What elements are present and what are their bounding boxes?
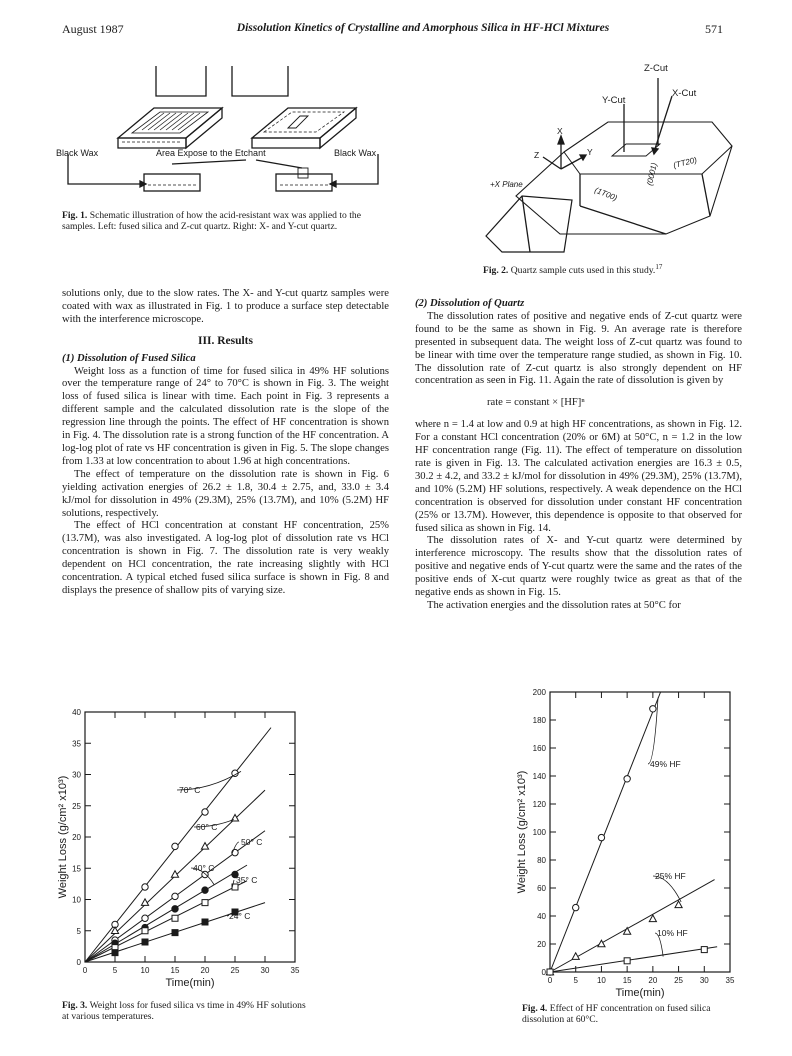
x-tick-label: 15 (170, 966, 180, 975)
rate-equation: rate = constant × [HF]ⁿ (487, 397, 585, 409)
fig2-caption (483, 262, 743, 277)
x-tick-label: 0 (82, 966, 88, 975)
data-point (573, 904, 579, 910)
series-label: 49% HF (650, 759, 681, 769)
data-point (172, 930, 178, 936)
fig1-diagram (56, 56, 386, 201)
fig2-z-cut-label: Z-Cut (644, 63, 668, 74)
x-tick-label: 10 (140, 966, 150, 975)
y-tick-label: 120 (532, 800, 546, 809)
fig3-caption-num: Fig. 3. (62, 1000, 88, 1011)
x-tick-label: 20 (200, 966, 210, 975)
fig2-axis-z-label: Z (534, 150, 540, 160)
data-point (142, 884, 148, 890)
fig4-caption (522, 1003, 744, 1026)
right-column (415, 298, 742, 613)
x-axis-label: Time(min) (615, 987, 665, 999)
fig2-x-cut-label: X-Cut (672, 88, 697, 99)
fig1-leader-right (336, 154, 378, 184)
y-tick-label: 200 (532, 688, 546, 697)
left-column (62, 288, 389, 598)
x-axis-label: Time(min) (165, 977, 215, 989)
x-tick-label: 5 (573, 976, 578, 985)
fit-line (85, 865, 247, 962)
fig3-caption-text: Weight loss for fused silica vs time in 49% HF solutions at various temperatures. (62, 1000, 306, 1023)
left-paragraph-3: The effect of HCl concentration at constant HF concentration, 25% (13.7M), was also investigated. A log-log plot of dissolution rate vs HCl concentration is shown in Fig. 7. The dissolution rate is very weakly dependent on HCl concentration, the rate increasing slightly with HCl concentration. A typical etched fused silica surface is shown in Fig. 8 and displays the presence of shallow pits of varying size. (62, 520, 389, 596)
y-tick-label: 160 (532, 744, 546, 753)
data-point (172, 843, 178, 849)
subsection-heading-quartz: (2) Dissolution of Quartz (415, 298, 525, 309)
y-tick-label: 0 (541, 968, 546, 977)
y-tick-label: 20 (72, 833, 81, 842)
data-point (142, 939, 148, 945)
fig2-caption-text: Quartz sample cuts used in this study. (510, 265, 656, 277)
data-point (202, 919, 208, 925)
y-tick-label: 35 (72, 739, 81, 749)
x-tick-label: 25 (230, 966, 240, 975)
data-point (112, 950, 118, 956)
series-label: 60° C (196, 822, 218, 832)
fig4-caption-text: Effect of HF concentration on fused silica dissolution at 60°C. (522, 1003, 711, 1026)
y-tick-label: 40 (537, 912, 546, 921)
left-paragraph-1: Weight loss as a function of time for fused silica in 49% HF solutions over the temperature range of 24° to 70°C is shown in Fig. 3. The weight loss of fused silica is linear with time. Each point in Fig. 3 represents a different sample and the calculated dissolution rate is the slope of the regression line through the points. The effect of HF concentration is shown in Fig. 4. The dissolution rate is a strong function of the HF concentration. A log-log plot of rate vs HF concentration is given in Fig. 5. The slope changes from 1.33 at low concentration to about 1.96 at high concentrations. (62, 365, 389, 467)
fig2-axis-y-label: Y (587, 147, 593, 157)
y-tick-label: 5 (76, 926, 81, 936)
fig4-caption-num: Fig. 4. (522, 1003, 548, 1014)
series-label: 24° C (229, 911, 251, 921)
y-tick-label: 30 (72, 770, 81, 780)
fig1-right-slab-top (252, 108, 356, 138)
fig3-chart (50, 700, 370, 1000)
x-tick-label: 5 (112, 966, 118, 975)
fig2-axis-x-label: X (557, 126, 563, 136)
fig4-chart (505, 680, 753, 1000)
series-label: 35° C (236, 875, 258, 885)
fig2-y-cut-label: Y-Cut (602, 95, 626, 106)
data-point (172, 893, 178, 899)
section-heading-results: III. Results (198, 334, 253, 347)
data-point (701, 947, 707, 953)
running-header-date: August 1987 (62, 22, 124, 36)
data-point (598, 834, 604, 840)
right-paragraph-1: The dissolution rates of positive and negative ends of Z-cut quartz were found to be the same as shown in Fig. 9. An average rate is therefore presented in subsequent data. The weight loss of Z-cut quartz was found to be linear with time over the temperature range studied, as shown in Fig. 10. The dissolution rate of Z-cut quartz is also strongly dependent on HF concentration as seen in Fig. 11. Again the rate of dissolution is given by (415, 310, 742, 387)
running-header-title: Dissolution Kinetics of Crystalline and Amorphous Silica in HF-HCl Mixtures (236, 22, 610, 34)
data-point (142, 928, 148, 934)
fig2-caption-num: Fig. 2. (483, 265, 509, 277)
data-point (650, 706, 656, 712)
y-tick-label: 10 (72, 895, 81, 905)
fig3-caption (62, 1000, 312, 1023)
fit-line (85, 881, 247, 962)
left-paragraph-2: The effect of temperature on the dissolution rate is shown in Fig. 6 yielding activation energies of 26.2 ± 1.8, 30.4 ± 2.75, and, 33.0 ± 3.4 kJ/mol for dissolution in 49% (29.3M), 25% (13.7M), and 10% (5.2M) HF solutions, respectively. (62, 468, 389, 519)
y-axis-label: Weight Loss (g/cm² x10³) (516, 770, 528, 894)
data-point (547, 969, 553, 975)
x-tick-label: 15 (622, 976, 632, 985)
y-tick-label: 0 (76, 958, 81, 967)
series-label: 70° C (179, 785, 201, 795)
data-point (624, 958, 630, 964)
fig1-caption-num: Fig. 1. (62, 210, 88, 221)
series-label: 25% HF (655, 871, 686, 881)
fig2-caption-ref: 17 (655, 263, 663, 271)
fig2-face3-label: (TT20) (672, 155, 698, 170)
fig1-leader-left (68, 154, 140, 184)
y-tick-label: 100 (532, 828, 546, 837)
fig1-label-left: Black Wax (56, 148, 99, 158)
series-label: 10% HF (657, 928, 688, 938)
data-point (202, 887, 208, 893)
y-tick-label: 60 (537, 884, 546, 893)
x-tick-label: 35 (725, 976, 735, 985)
y-tick-label: 25 (72, 801, 81, 811)
x-tick-label: 35 (290, 966, 300, 975)
y-axis-label: Weight Loss (g/cm² x10³) (57, 775, 69, 899)
fig2-face2-label: (0001) (645, 161, 659, 187)
data-point (624, 928, 631, 935)
fig2-plane-label: +X Plane (490, 180, 523, 189)
y-tick-label: 180 (532, 716, 546, 725)
fig2-face1-label: (1T00) (593, 185, 619, 203)
y-tick-label: 140 (532, 772, 546, 781)
data-point (624, 776, 630, 782)
fig1-label-mid: Area Expose to the Etchant (156, 148, 266, 158)
data-point (142, 915, 148, 921)
fig1-caption (62, 210, 386, 233)
fit-line (550, 692, 661, 972)
data-point (201, 843, 208, 850)
x-tick-label: 20 (648, 976, 658, 985)
right-paragraph-2: where n = 1.4 at low and 0.9 at high HF concentrations, as shown in Fig. 12. For a constant HCl concentration (20% or 6M) at 50°C, n = 1.2 in the low HF concentration range (Fig. 11). The effect of temperature on dissolution rate is given in Fig. 13. The calculated activation energies are 16.3 ± 0.5, 30.2 ± 4.2, and 33.2 ± kJ/mol for dissolution in 49% (29.3M), 25% (13.7M), and 10% (5.2M) HF solutions, respectively. A weak dependence on the HCl concentration is observed for dissolution under constant HF concentration (25% or 13.7M). However, this dependence is opposite to that observed for fused silica as shown in Fig. 14. (415, 419, 742, 534)
fig1-label-right: Black Wax (334, 148, 377, 158)
series-label: 50° C (241, 837, 263, 847)
page-number: 571 (705, 22, 723, 36)
data-point (202, 809, 208, 815)
data-point (172, 915, 178, 921)
series-label: 40° C (193, 863, 215, 873)
fig1-left-slab-top (118, 108, 222, 138)
y-tick-label: 15 (72, 864, 81, 874)
left-paragraph-0: solutions only, due to the slow rates. The X- and Y-cut quartz samples were coated with wax as illustrated in Fig. 1 to produce a surface step detectable with the interference microscope. (62, 288, 389, 325)
x-tick-label: 10 (596, 976, 606, 985)
data-point (172, 906, 178, 912)
plot-frame (550, 692, 730, 972)
right-paragraph-4: The activation energies and the dissolution rates at 50°C for (427, 599, 681, 611)
data-point (202, 900, 208, 906)
y-tick-label: 80 (537, 856, 546, 865)
x-tick-label: 30 (699, 976, 709, 985)
x-tick-label: 25 (674, 976, 684, 985)
fig2-diagram (476, 56, 738, 256)
subsection-heading-fused-silica: (1) Dissolution of Fused Silica (62, 352, 196, 364)
fig1-caption-text: Schematic illustration of how the acid-resistant wax was applied to the samples. Left: fused silica and Z-cut quartz. Right: X- and Y-cut quartz. (62, 210, 361, 233)
y-tick-label: 40 (72, 708, 81, 717)
right-paragraph-3: The dissolution rates of X- and Y-cut quartz were determined by interference microscopy. The results show that the dissolution rates of positive and negative ends of Y-cut quartz were the same and the rates of the positive ends of X-cut quartz were roughly twice as great as that of the negative ends as shown in Fig. 15. (415, 535, 742, 599)
y-tick-label: 20 (537, 940, 546, 949)
x-tick-label: 30 (260, 966, 270, 975)
x-tick-label: 0 (547, 976, 553, 985)
